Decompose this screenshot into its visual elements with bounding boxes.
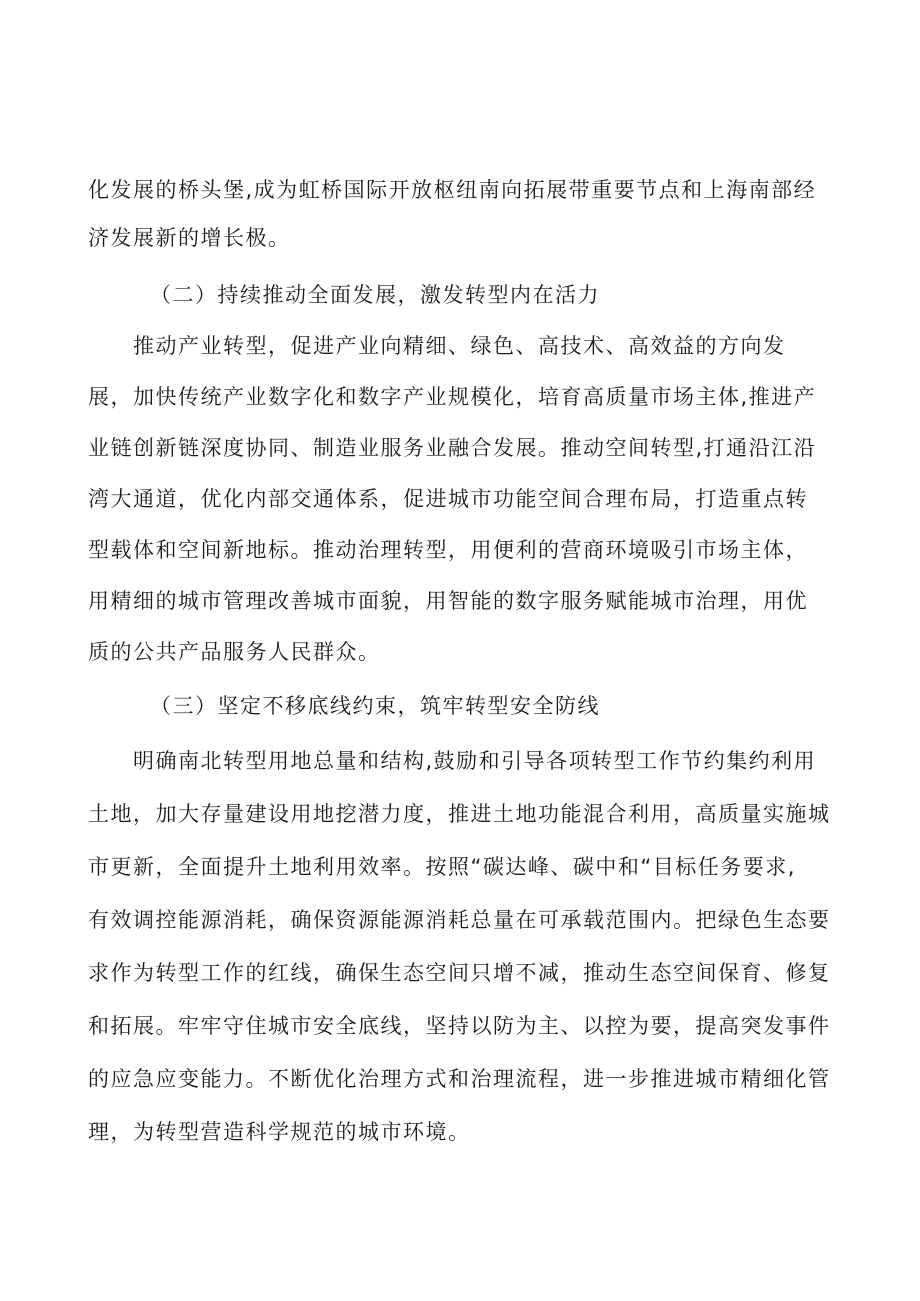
paragraph-line: 展，加快传统产业数字化和数字产业规模化，培育高质量市场主体,推进产 <box>88 385 817 409</box>
paragraph-line: 和拓展。牢牢守住城市安全底线，坚持以防为主、以控为要，提高突发事件 <box>88 1014 831 1038</box>
paragraph-line: 化发展的桥头堡,成为虹桥国际开放枢纽南向拓展带重要节点和上海南部经 <box>88 178 817 202</box>
section-heading-2: （二）持续推动全面发展，激发转型内在活力 <box>150 283 600 307</box>
paragraph-line: 业链创新链深度协同、制造业服务业融合发展。推动空间转型,打通沿江沿 <box>88 436 817 460</box>
paragraph-line: 土地，加大存量建设用地挖潜力度，推进土地功能混合利用，高质量实施城 <box>88 802 831 826</box>
paragraph-line: 湾大通道，优化内部交通体系，促进城市功能空间合理布局，打造重点转 <box>88 487 808 511</box>
paragraph-line: 的应急应变能力。不断优化治理方式和治理流程，进一步推进城市精细化管 <box>88 1067 831 1091</box>
paragraph-line: 推动产业转型，促进产业向精细、绿色、高技术、高效益的方向发 <box>133 334 786 358</box>
paragraph-line: 市更新，全面提升土地利用效率。按照“碳达峰、碳中和“目标任务要求, <box>88 855 796 879</box>
paragraph-line: 求作为转型工作的红线，确保生态空间只增不减，推动生态空间保育、修复 <box>88 961 831 985</box>
paragraph-line: 理，为转型营造科学规范的城市环境。 <box>88 1120 471 1144</box>
paragraph-line: 用精细的城市管理改善城市面貌，用智能的数字服务赋能城市治理，用优 <box>88 589 808 613</box>
paragraph-line: 有效调控能源消耗，确保资源能源消耗总量在可承载范围内。把绿色生态要 <box>88 908 831 932</box>
paragraph-line: 型载体和空间新地标。推动治理转型，用便利的营商环境吸引市场主体， <box>88 538 808 562</box>
paragraph-line: 质的公共产品服务人民群众。 <box>88 640 381 664</box>
paragraph-line: 济发展新的增长极。 <box>88 226 291 250</box>
paragraph-line: 明确南北转型用地总量和结构,鼓励和引导各项转型工作节约集约利用 <box>133 749 817 773</box>
section-heading-3: （三）坚定不移底线约束，筑牢转型安全防线 <box>150 694 600 718</box>
